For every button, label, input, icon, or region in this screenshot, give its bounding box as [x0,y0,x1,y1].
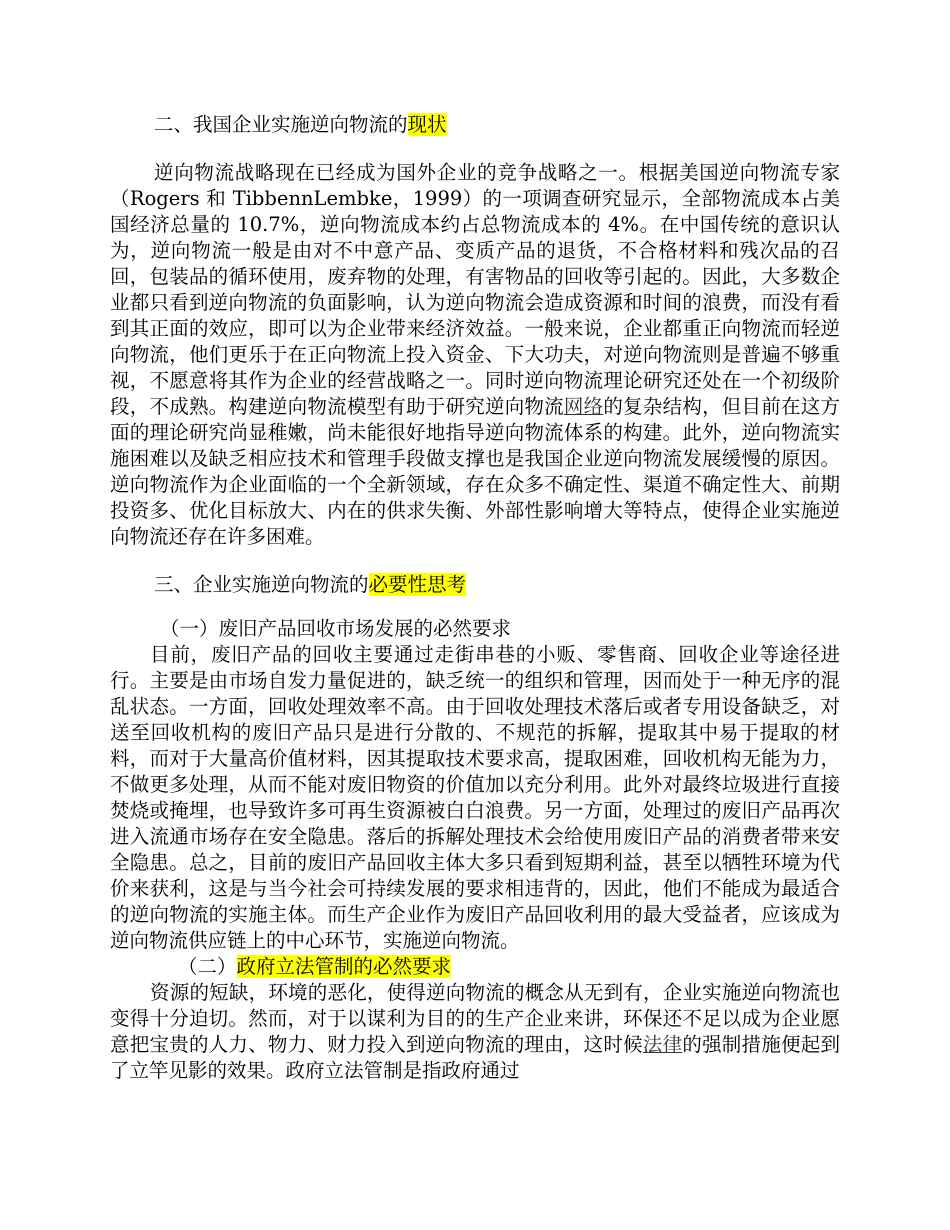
paragraph-text: 的复杂结构，但目前在这方面的理论研究尚显稚嫩，尚未能很好地指导逆向物流体系的构建。此外，逆向物流实施困难以及缺乏相应技术和管理手段做支撑也是我国企业逆向物流发展缓慢的原因。逆向物流作为企业面临的一个全新领域，存在众多不确定性、渠道不确定性大、前期投资多、优化目标放大、内在的供求失衡、外部性影响增大等特点，使得企业实施逆向物流还存在许多困难。 [110,395,840,548]
paragraph-text: 的强制措施便起到了立竿见影的效果。政府立法管制是指政府通过 [110,1033,840,1082]
paragraph-text: 逆向物流战略现在已经成为国外企业的竞争战略之一。根据美国逆向物流专家（Rogers 和 TibbennLembke，1999）的一项调查研究显示，全部物流成本占美国经济总量的 10.7%，逆向物流成本约占总物流成本的 4%。在中国传统的意识认为，逆向物流一般是由对不中意产品、变质产品的退货，不合格材料和残次品的召回，包装品的循环使用，废弃物的处理，有害物品的回收等引起的。因此，大多数企业都只看到逆向物流的负面影响，认为逆向物流会造成资源和时间的浪费，而没有看到其正面的效应，即可以为企业带来经济效益。一般来说，企业都重正向物流而轻逆向物流，他们更乐于在正向物流上投入资金、下大功夫，对逆向物流则是普遍不够重视，不愿意将其作为企业的经营战略之一。同时逆向物流理论研究还处在一个初级阶段，不成熟。构建逆向物流模型有助于研究逆向物流 [110,161,840,418]
highlighted-term: 现状 [407,113,447,136]
section-heading-necessity [110,572,840,598]
highlighted-term: 必要性思考 [368,573,467,596]
section-heading-status [110,112,840,138]
law-link[interactable]: 法律 [642,1033,683,1056]
heading-text: 三、企业实施逆向物流的 [154,573,369,596]
paragraph-recycling-market: 目前，废旧产品的回收主要通过走街串巷的小贩、零售商、回收企业等途径进行。主要是由市场自发力量促进的，缺乏统一的组织和管理，因而处于一种无序的混乱状态。一方面，回收处理效率不高。由于回收处理技术落后或者专用设备缺乏，对送至回收机构的废旧产品只是进行分散的、不规范的拆解，提取其中易于提取的材料，而对于大量高价值材料，因其提取技术要求高，提取困难，回收机构无能为力，不做更多处理，从而不能对废旧物资的价值加以充分利用。此外对最终垃圾进行直接焚烧或掩埋，也导致许多可再生资源被白白浪费。另一方面，处理过的废旧产品再次进入流通市场存在安全隐患。落后的拆解处理技术会给使用废旧产品的消费者带来安全隐患。总之，目前的废旧产品回收主体大多只看到短期利益，甚至以牺牲环境为代价来获利，这是与当今社会可持续发展的要求相违背的，因此，他们不能成为最适合的逆向物流的实施主体。而生产企业作为废旧产品回收利用的最大受益者，应该成为逆向物流供应链上的中心环节，实施逆向物流。 [110,643,840,952]
subheading-text: （二） [178,955,237,978]
highlighted-term: 政府立法管制的必然要求 [236,955,452,978]
subheading-government-regulation [110,954,840,980]
document-page [110,112,840,1084]
network-link[interactable]: 网络 [563,395,604,418]
paragraph-government-regulation [110,980,840,1084]
heading-text: 二、我国企业实施逆向物流的 [154,113,408,136]
subheading-recycling-market: （一）废旧产品回收市场发展的必然要求 [160,617,512,640]
paragraph-status [110,160,840,550]
paragraph-text: 资源的短缺，环境的恶化，使得逆向物流的概念从无到有，企业实施逆向物流也变得十分迫切。然而，对于以谋利为目的的生产企业来讲，环保还不足以成为企业愿意把宝贵的人力、物力、财力投入到逆向物流的理由，这时候 [110,981,840,1056]
